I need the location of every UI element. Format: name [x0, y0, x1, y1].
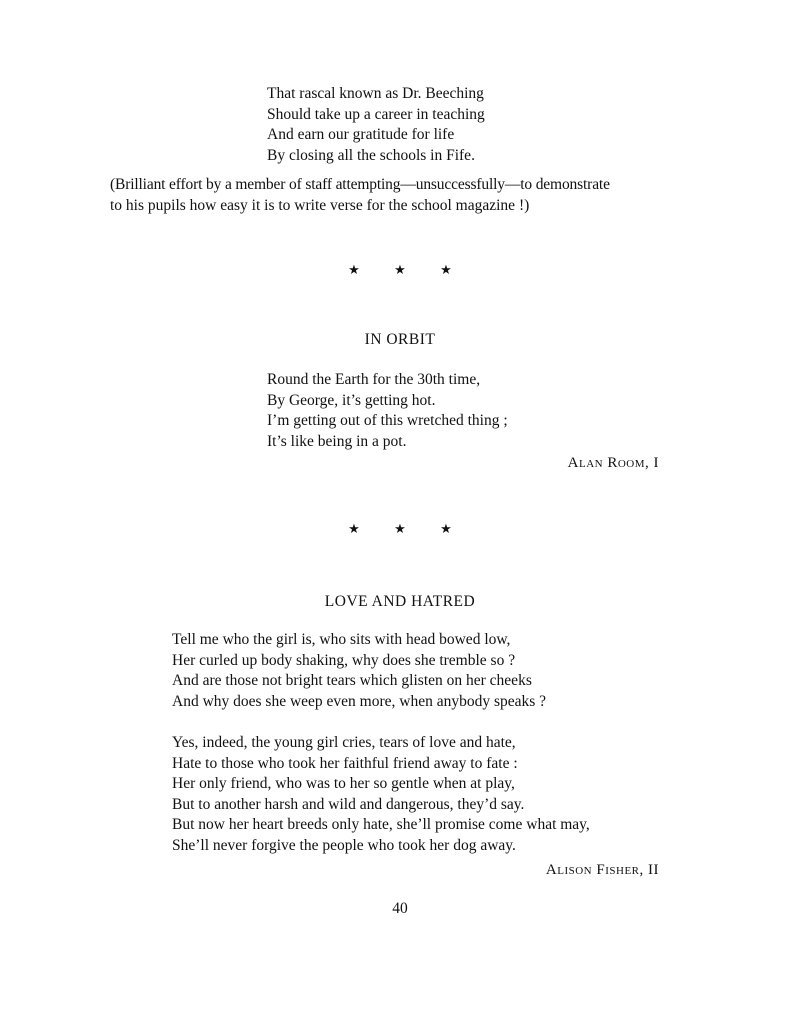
star-icon: ★ — [394, 521, 406, 536]
editorial-note — [110, 175, 690, 216]
star-separator — [0, 521, 800, 537]
poem-beeching — [267, 84, 485, 166]
poem-title: IN ORBIT — [364, 331, 436, 348]
star-icon: ★ — [440, 521, 452, 536]
poem-line: By closing all the schools in Fife. — [267, 146, 475, 164]
star-icon: ★ — [440, 262, 452, 277]
poem-line: And are those not bright tears which glisten on her cheeks — [172, 672, 532, 689]
poem-line: Her curled up body shaking, why does she tremble so ? — [172, 651, 516, 669]
poem-love-and-hatred-stanza-2 — [172, 733, 590, 856]
star-icon: ★ — [348, 521, 360, 536]
star-separator — [0, 262, 800, 278]
poem-line: It’s like being in a pot. — [267, 432, 407, 450]
poem-line: And earn our gratitude for life — [267, 126, 455, 143]
note-line: to his pupils how easy it is to write verse for the school magazine !) — [110, 196, 530, 214]
poem-line: By George, it’s getting hot. — [267, 391, 436, 409]
poem-line: Her only friend, who was to her so gentle when at play, — [172, 775, 515, 792]
poem-line: Tell me who the girl is, who sits with head bowed low, — [172, 631, 511, 648]
poem-title: LOVE AND HATRED — [324, 593, 476, 610]
poem-line: Yes, indeed, the young girl cries, tears of love and hate, — [172, 734, 516, 751]
poem-line: But to another harsh and wild and dangerous, they’d say. — [172, 795, 525, 813]
poem-line: She’ll never forgive the people who took her dog away. — [172, 836, 516, 854]
poem-line: Hate to those who took her faithful friend away to fate : — [172, 754, 518, 772]
poem-line: Round the Earth for the 30th time, — [267, 371, 481, 388]
poem-line: But now her heart breeds only hate, she’ll promise come what may, — [172, 816, 590, 833]
star-icon: ★ — [348, 262, 360, 277]
page-number: 40 — [392, 900, 408, 917]
poem-love-and-hatred-stanza-1 — [172, 630, 546, 712]
poem-line: And why does she weep even more, when anybody speaks ? — [172, 692, 547, 710]
poem-author: Alison Fisher, II — [545, 862, 659, 878]
star-icon: ★ — [394, 262, 406, 277]
poem-line: That rascal known as Dr. Beeching — [267, 85, 484, 102]
poem-in-orbit — [267, 370, 508, 452]
poem-author: Alan Room, I — [567, 455, 659, 471]
poem-line: I’m getting out of this wretched thing ; — [267, 412, 508, 429]
note-line: (Brilliant effort by a member of staff attempting—unsuccessfully—to demonstrate — [110, 176, 610, 193]
poem-line: Should take up a career in teaching — [267, 105, 485, 123]
